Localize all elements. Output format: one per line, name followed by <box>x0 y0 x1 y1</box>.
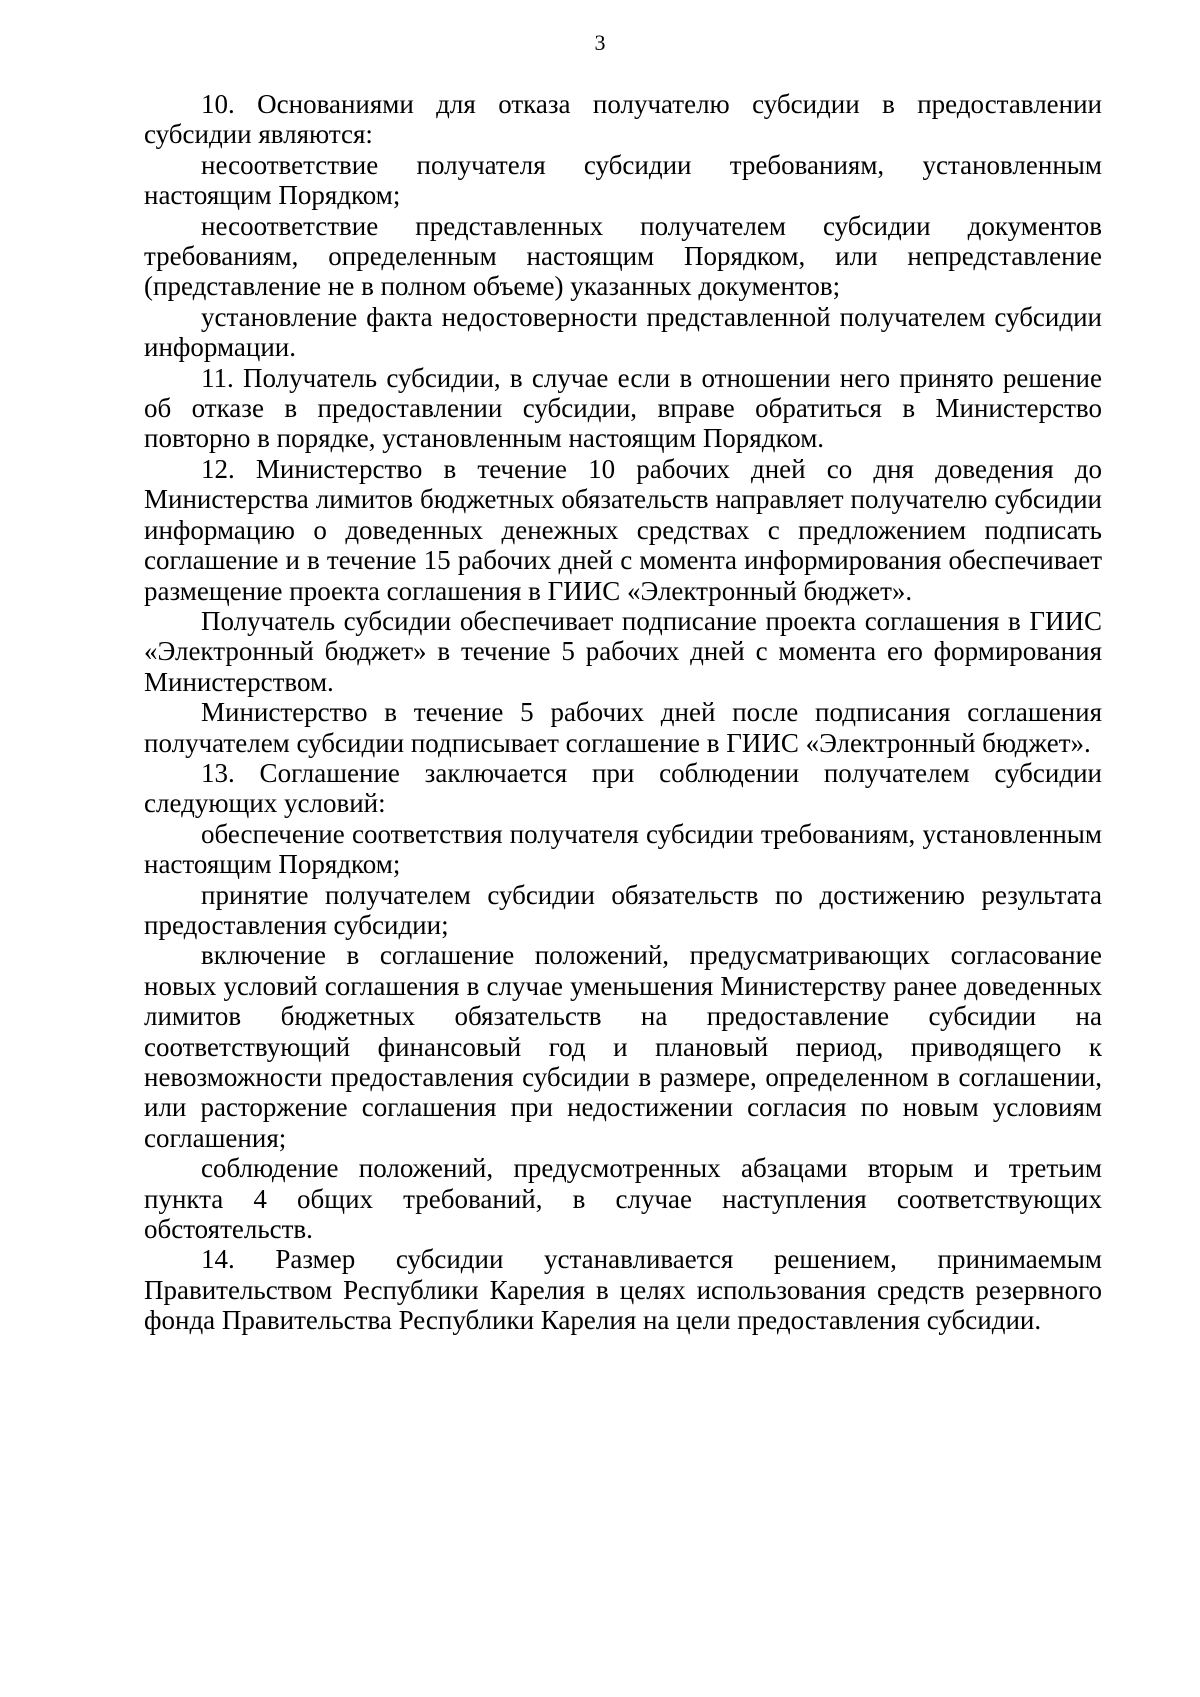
paragraph-14-subsidy-amount: 14. Размер субсидии устанавливается решением, принимаемым Правительством Республики Карелия в целях использования средств резервного фонда Правительства Республики Карелия на цели предоставления субсидии. <box>144 1244 1102 1336</box>
paragraph-11-reapplication: 11. Получатель субсидии, в случае если в отношении него принято решение об отказе в предоставлении субсидии, вправе обратиться в Министерство повторно в порядке, установленным настоящим Порядком. <box>144 362 1102 454</box>
paragraph-condition-general-requirements: соблюдение положений, предусмотренных абзацами вторым и третьим пункта 4 общих требований, в случае наступления соответствующих обстоятельств. <box>144 1153 1102 1245</box>
paragraph-refusal-noncompliance-documents: несоответствие представленных получателем субсидии документов требованиям, определенным настоящим Порядком, или непредставление (представление не в полном объеме) указанных документов; <box>144 210 1102 302</box>
paragraph-recipient-signing: Получатель субсидии обеспечивает подписание проекта соглашения в ГИИС «Электронный бюджет» в течение 5 рабочих дней с момента его формирования Министерством. <box>144 605 1102 697</box>
paragraph-condition-compliance: обеспечение соответствия получателя субсидии требованиям, установленным настоящим Порядком; <box>144 818 1102 880</box>
paragraph-refusal-false-information: установление факта недостоверности представленной получателем субсидии информации. <box>144 301 1102 363</box>
document-body <box>144 89 1102 1336</box>
paragraph-condition-limit-reduction: включение в соглашение положений, предусматривающих согласование новых условий соглашения в случае уменьшения Министерству ранее доведенных лимитов бюджетных обязательств на предоставление субсидии на соответствующий финансовый год и плановый период, приводящего к невозможности предоставления субсидии в размере, определенном в соглашении, или расторжение соглашения при недостижении согласия по новым условиям соглашения; <box>144 940 1102 1153</box>
paragraph-12-ministry-notification: 12. Министерство в течение 10 рабочих дней со дня доведения до Министерства лимитов бюджетных обязательств направляет получателю субсидии информацию о доведенных денежных средствах с предложением подписать соглашение и в течение 15 рабочих дней с момента информирования обеспечивает размещение проекта соглашения в ГИИС «Электронный бюджет». <box>144 453 1102 606</box>
paragraph-condition-obligations: принятие получателем субсидии обязательств по достижению результата предоставления субсидии; <box>144 879 1102 940</box>
paragraph-13-agreement-conditions: 13. Соглашение заключается при соблюдении получателем субсидии следующих условий: <box>144 757 1102 819</box>
paragraph-ministry-signing: Министерство в течение 5 рабочих дней после подписания соглашения получателем субсидии подписывает соглашение в ГИИС «Электронный бюджет». <box>144 697 1102 758</box>
paragraph-refusal-noncompliance-recipient: несоответствие получателя субсидии требованиям, установленным настоящим Порядком; <box>144 149 1102 211</box>
paragraph-10-refusal-grounds: 10. Основаниями для отказа получателю субсидии в предоставлении субсидии являются: <box>144 89 1102 150</box>
page-number: 3 <box>594 30 606 55</box>
